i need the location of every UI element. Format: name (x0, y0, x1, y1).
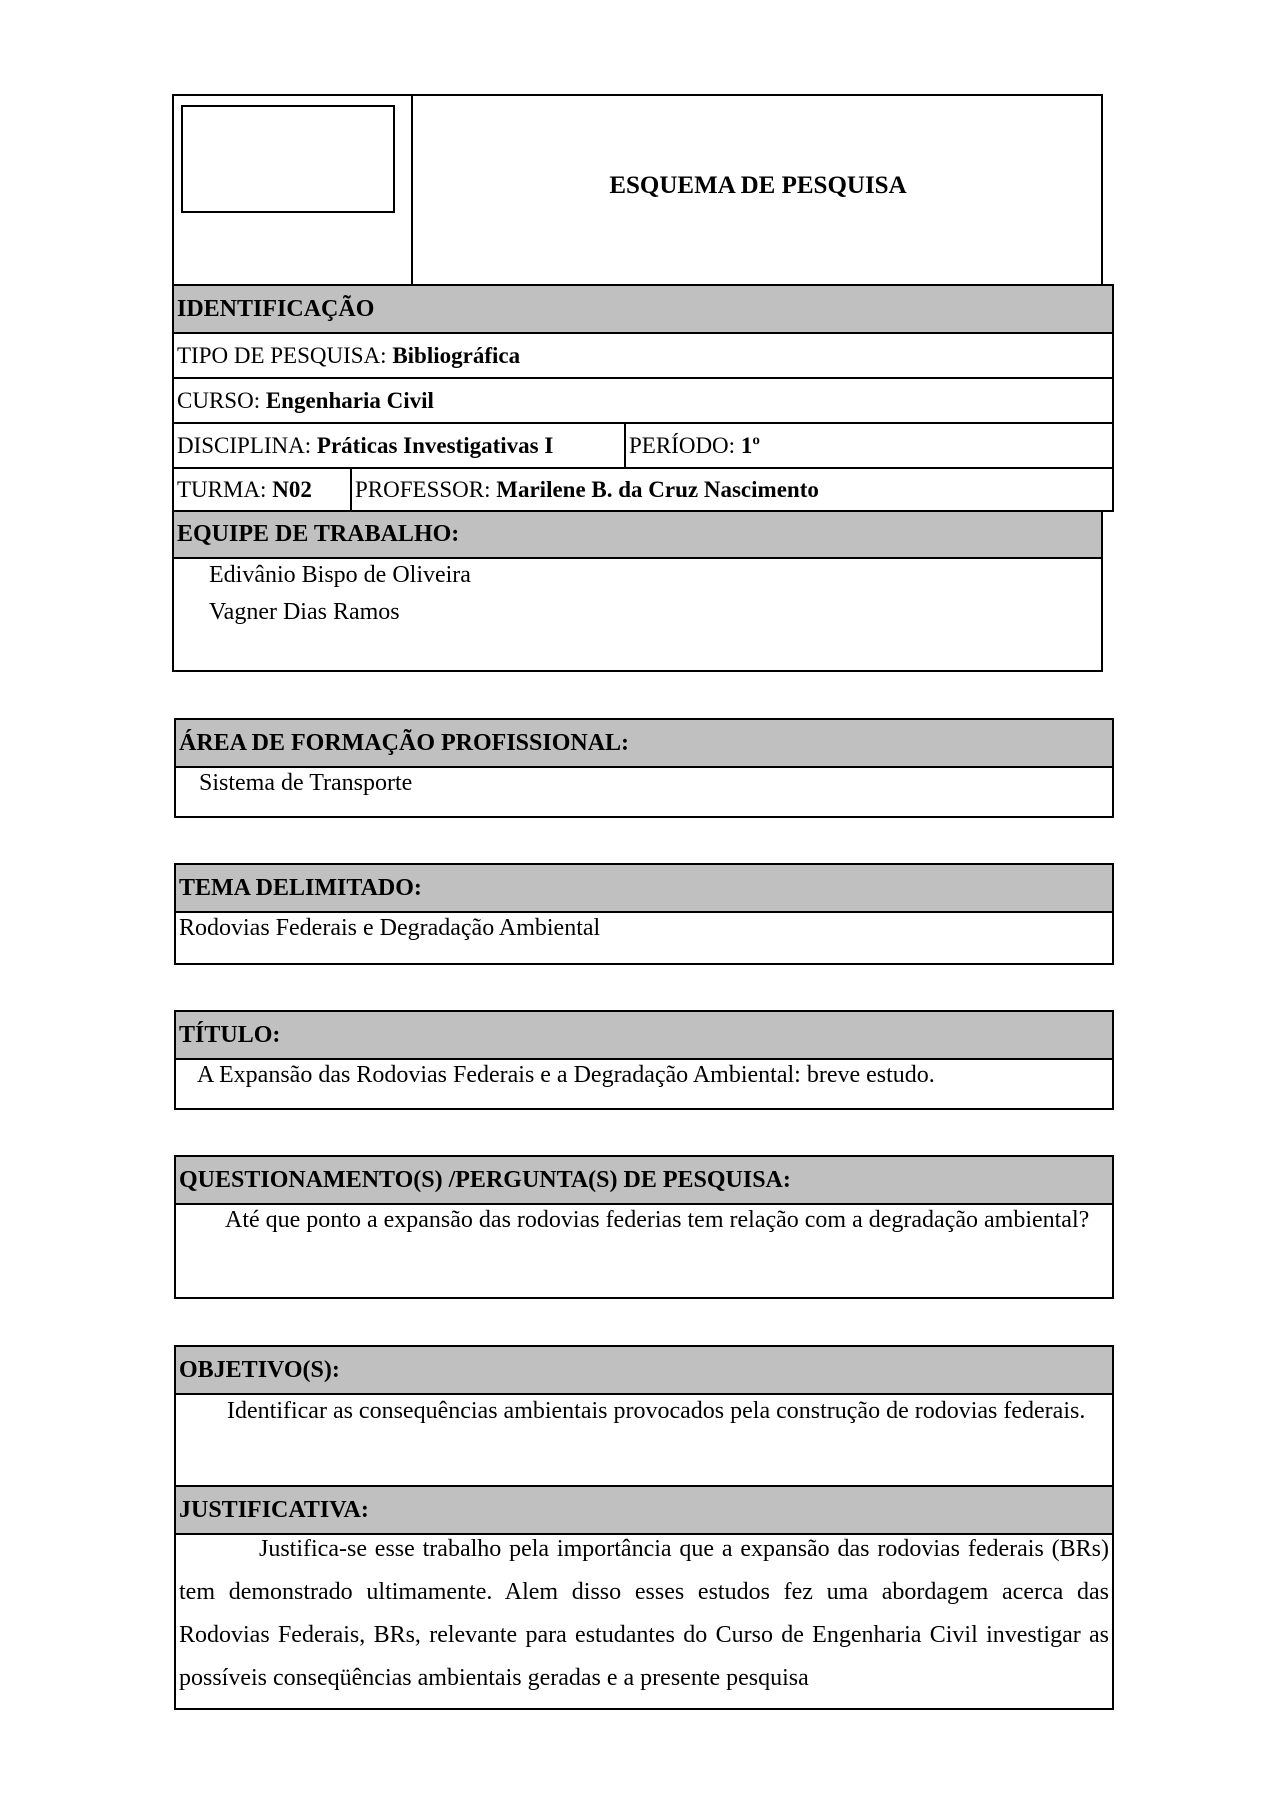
professor-value: Marilene B. da Cruz Nascimento (496, 476, 819, 502)
curso-value: Engenharia Civil (265, 387, 434, 413)
objetivo-text: Identificar as consequências ambientais provocados pela construção de rodovias federais. (227, 1398, 1086, 1424)
tipo-pesquisa-row (172, 332, 1114, 379)
identificacao-heading: IDENTIFICAÇÃO (172, 284, 1114, 334)
equipe-heading: EQUIPE DE TRABALHO: (172, 510, 1103, 559)
justificativa-text: Justifica-se esse trabalho pela importância que a expansão das rodovias federais (BRs) tem demonstrado ultimamente. Alem disso esses estudos fez uma abordagem acerca das Rodovias Federais, BRs, relevante para estudantes do Curso de Engenharia Civil investigar as possíveis conseqüências ambientais geradas e a presente pesquisa (179, 1536, 1109, 1691)
periodo-value: 1º (740, 432, 760, 458)
titulo-heading: TÍTULO: (174, 1010, 1114, 1060)
curso-label: CURSO: (177, 387, 261, 413)
team-member: Vagner Dias Ramos (209, 599, 400, 625)
turma-label: TURMA: (177, 476, 267, 502)
objetivo-heading: OBJETIVO(S): (174, 1345, 1114, 1395)
team-member: Edivânio Bispo de Oliveira (209, 562, 471, 588)
questionamento-heading: QUESTIONAMENTO(S) /PERGUNTA(S) DE PESQUISA: (174, 1155, 1114, 1205)
justificativa-heading: JUSTIFICATIVA: (174, 1485, 1114, 1535)
periodo-cell (624, 422, 1114, 469)
tipo-pesquisa-value: Bibliográfica (392, 342, 521, 368)
logo-placeholder (181, 105, 395, 213)
tema-heading: TEMA DELIMITADO: (174, 863, 1114, 913)
disciplina-value: Práticas Investigativas I (316, 432, 554, 458)
professor-label: PROFESSOR: (355, 476, 491, 502)
turma-value: N02 (272, 476, 312, 502)
periodo-label: PERÍODO: (629, 432, 736, 458)
professor-cell (350, 467, 1114, 512)
disciplina-label: DISCIPLINA: (177, 432, 312, 458)
turma-cell (172, 467, 352, 512)
area-text: Sistema de Transporte (199, 770, 413, 796)
page-title: ESQUEMA DE PESQUISA (609, 172, 907, 199)
curso-row (172, 377, 1114, 424)
questionamento-text: Até que ponto a expansão das rodovias federias tem relação com a degradação ambiental? (225, 1207, 1090, 1233)
tema-text: Rodovias Federais e Degradação Ambiental (179, 915, 601, 941)
disciplina-cell (172, 422, 626, 469)
tipo-pesquisa-label: TIPO DE PESQUISA: (177, 342, 387, 368)
area-heading: ÁREA DE FORMAÇÃO PROFISSIONAL: (174, 718, 1114, 768)
titulo-text: A Expansão das Rodovias Federais e a Degradação Ambiental: breve estudo. (197, 1062, 935, 1088)
